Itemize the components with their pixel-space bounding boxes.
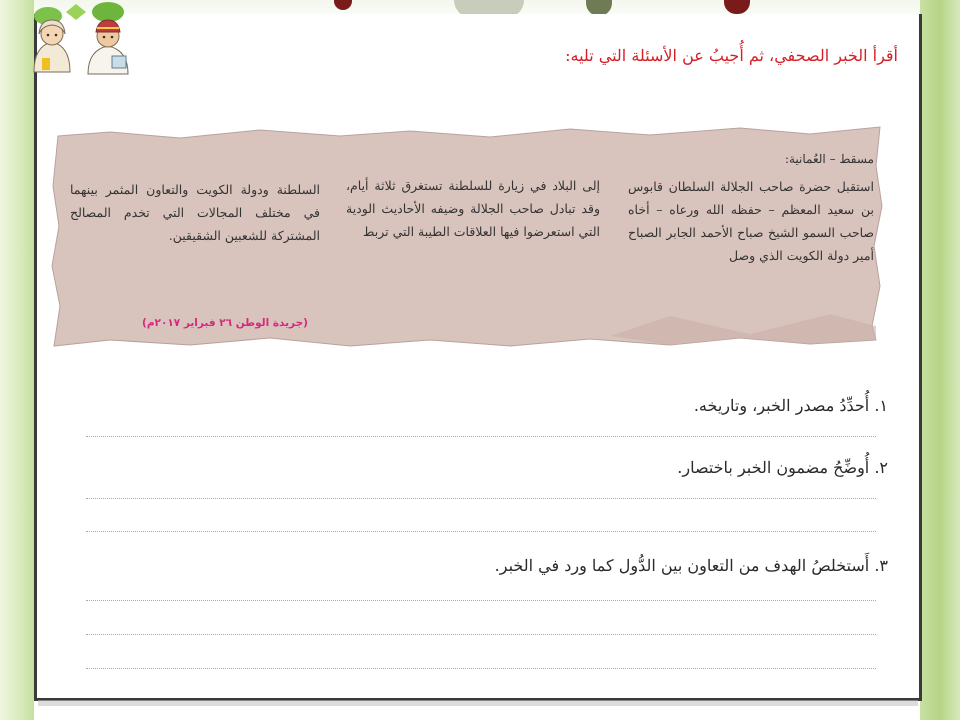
- question-3: ٣. أَستخلصُ الهدف من التعاون بين الدُّول كما ورد في الخبر.: [494, 556, 888, 575]
- article-source: (جريدة الوطن ٢٦ فبراير ٢٠١٧م): [142, 317, 308, 329]
- article-column-2: [346, 174, 600, 243]
- article-column-3: [70, 178, 320, 247]
- frame-shadow: [38, 700, 918, 706]
- right-green-border: [920, 0, 960, 720]
- answer-line[interactable]: [86, 498, 876, 499]
- two-children-icon: [28, 2, 138, 76]
- article-text: استقبل حضرة صاحب الجلالة السلطان قابوس بن سعيد المعظم – حفظه الله ورعاه – أخاه صاحب السمو الشيخ صباح الأحمد الجابر الصباح أمير دولة الكويت الذي وصل: [628, 179, 874, 263]
- answer-line[interactable]: [86, 600, 876, 601]
- article-text: إلى البلاد في زيارة للسلطنة تستغرق ثلاثة أيام، وقد تبادل صاحب الجلالة وضيفه الأحاديث الودية التي استعرضوا فيها العلاقات الطيبة التي تربط: [346, 178, 600, 239]
- question-2: ٢. أُوضِّحُ مضمون الخبر باختصار.: [677, 458, 888, 477]
- article-text: السلطنة ودولة الكويت والتعاون المثمر بينهما في مختلف المجالات التي تخدم المصالح المشتركة للشعبين الشقيقين.: [70, 182, 320, 243]
- worksheet-frame: [34, 14, 922, 701]
- question-1: ١. أُحدِّدُ مصدر الخبر، وتاريخه.: [693, 396, 888, 415]
- article-column-1: [628, 148, 874, 267]
- answer-line[interactable]: [86, 634, 876, 635]
- top-decoration-shape: [724, 0, 750, 14]
- left-green-border: [0, 0, 34, 720]
- top-decoration-shape: [334, 0, 352, 10]
- answer-line[interactable]: [86, 436, 876, 437]
- answer-line[interactable]: [86, 531, 876, 532]
- answer-line[interactable]: [86, 668, 876, 669]
- article-dateline: مسقط – العُمانية:: [784, 152, 874, 166]
- instruction-heading: أقرأ الخبر الصحفي، ثم أُجيبُ عن الأسئلة التي تليه:: [565, 46, 898, 65]
